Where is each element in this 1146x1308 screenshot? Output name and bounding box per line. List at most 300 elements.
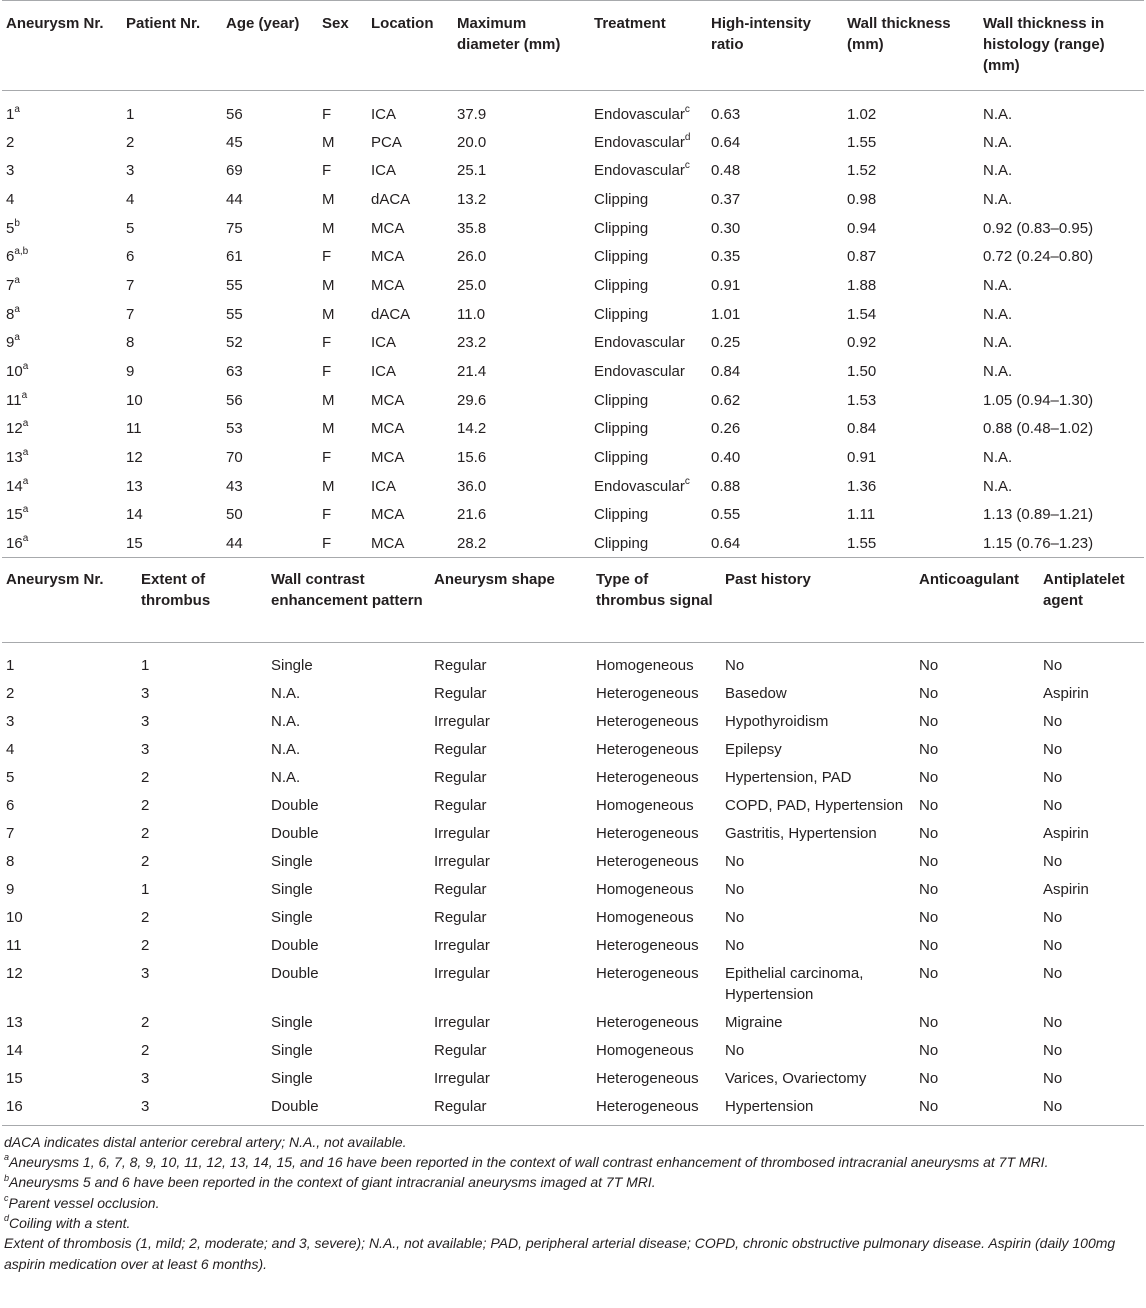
table-cell: Hypertension, PAD xyxy=(725,768,852,786)
table-cell: No xyxy=(725,852,745,870)
table-cell: Single xyxy=(271,880,313,898)
table-cell: No xyxy=(1043,852,1063,870)
sex-cell: M xyxy=(322,190,335,208)
table-cell: Regular xyxy=(434,1041,487,1059)
table-cell: 2 xyxy=(141,768,150,786)
patient-cell: 5 xyxy=(126,219,135,237)
table-cell: Homogeneous xyxy=(596,796,694,814)
treatment-cell xyxy=(590,270,707,299)
age-cell: 52 xyxy=(226,334,243,352)
table-cell: Regular xyxy=(434,1097,487,1115)
location-cell: dACA xyxy=(371,305,411,323)
table2-body xyxy=(2,642,1144,1125)
thickness-cell: 0.98 xyxy=(847,190,877,208)
table1-column-header: Maximum diameter (mm) xyxy=(457,15,561,53)
table-cell: 11 xyxy=(6,936,22,954)
thickness-cell: 0.94 xyxy=(847,219,877,237)
table-cell: Double xyxy=(271,824,319,842)
table-cell: Double xyxy=(271,936,319,954)
table-cell: Regular xyxy=(434,684,487,702)
footnote-text: Aneurysms 1, 6, 7, 8, 9, 10, 11, 12, 13, 14, 15, and 16 have been reported in the context of wall contrast enhancement of thrombosed intracranial aneurysms at 7T MRI. xyxy=(9,1154,1049,1171)
patient-cell: 2 xyxy=(126,133,135,151)
age-cell: 53 xyxy=(226,420,243,438)
diameter-cell: 29.6 xyxy=(457,391,487,409)
footnote-marker: c xyxy=(684,104,690,115)
treatment-value: Endovascular xyxy=(594,477,685,495)
ratio-cell: 0.62 xyxy=(711,391,741,409)
footnote xyxy=(4,1132,1142,1152)
treatment-value: Endovascular xyxy=(594,133,685,151)
thickness-cell: 0.92 xyxy=(847,334,877,352)
table2-column-header: Type of thrombus signal xyxy=(596,570,713,609)
sex-cell: M xyxy=(322,133,335,151)
histology-cell: N.A. xyxy=(983,477,1013,495)
aneurysm-number-cell xyxy=(2,471,122,500)
table1-body xyxy=(2,91,1144,557)
thickness-cell: 1.55 xyxy=(847,133,877,151)
table-row xyxy=(2,846,1144,874)
table-cell: No xyxy=(919,796,939,814)
diameter-cell: 20.0 xyxy=(457,133,487,151)
table-row xyxy=(2,874,1144,902)
table-cell: Single xyxy=(271,852,313,870)
table-row xyxy=(2,241,1144,270)
footnote-marker: a xyxy=(22,447,29,459)
sex-cell: M xyxy=(322,391,335,409)
histology-cell: N.A. xyxy=(983,363,1013,380)
sex-cell: F xyxy=(322,162,332,180)
table-cell: 1 xyxy=(141,880,150,898)
treatment-value: Clipping xyxy=(594,305,649,323)
treatment-cell xyxy=(590,91,707,127)
aneurysm-number: 4 xyxy=(6,190,15,208)
table-cell: Hypothyroidism xyxy=(725,712,829,730)
table-cell: Heterogeneous xyxy=(596,684,699,702)
patient-characteristics-table xyxy=(2,0,1144,557)
table-cell: Regular xyxy=(434,908,487,926)
table-row xyxy=(2,91,1144,127)
table-cell: Irregular xyxy=(434,936,490,954)
table-cell: No xyxy=(919,852,939,870)
table-row xyxy=(2,155,1144,184)
sex-cell: F xyxy=(322,334,332,352)
table-cell: Regular xyxy=(434,796,487,814)
table-cell: 16 xyxy=(6,1097,23,1115)
table2-column-header: Anticoagulant xyxy=(919,570,1019,588)
table-cell: No xyxy=(919,740,939,758)
thickness-cell: 1.55 xyxy=(847,535,877,553)
diameter-cell: 36.0 xyxy=(457,477,487,495)
table-cell: No xyxy=(725,880,745,898)
table-cell: 3 xyxy=(141,964,150,982)
sex-cell: F xyxy=(322,506,332,524)
ratio-cell: 0.37 xyxy=(711,190,741,208)
thickness-cell: 1.11 xyxy=(847,506,876,524)
table-cell: No xyxy=(919,908,939,926)
footnote-marker: a xyxy=(22,361,29,372)
sex-cell: F xyxy=(322,106,332,123)
location-cell: MCA xyxy=(371,420,405,438)
table-cell: No xyxy=(919,656,939,674)
footnote-marker: d xyxy=(684,131,691,143)
table-cell: 14 xyxy=(6,1041,23,1059)
table-cell: Single xyxy=(271,1013,313,1031)
table-cell: 12 xyxy=(6,964,23,982)
patient-cell: 7 xyxy=(126,276,135,294)
table-cell: No xyxy=(1043,1097,1063,1115)
ratio-cell: 0.26 xyxy=(711,420,741,438)
histology-cell: N.A. xyxy=(983,190,1013,208)
table-cell: No xyxy=(919,1013,939,1031)
thickness-cell: 1.88 xyxy=(847,276,877,294)
table2-column-header: Past history xyxy=(725,570,811,588)
ratio-cell: 1.01 xyxy=(711,305,741,323)
diameter-cell: 23.2 xyxy=(457,334,487,352)
aneurysm-number-cell xyxy=(2,91,122,127)
histology-cell: N.A. xyxy=(983,106,1013,123)
table-cell: COPD, PAD, Hypertension xyxy=(725,796,904,814)
histology-cell: N.A. xyxy=(983,133,1013,151)
histology-cell: N.A. xyxy=(983,162,1013,180)
thrombus-characteristics-table xyxy=(2,557,1144,1126)
location-cell: ICA xyxy=(371,477,397,495)
age-cell: 55 xyxy=(226,276,243,294)
patient-cell: 13 xyxy=(126,477,143,495)
aneurysm-number: 13 xyxy=(6,449,23,467)
age-cell: 56 xyxy=(226,391,243,409)
treatment-cell xyxy=(590,327,707,356)
sex-cell: M xyxy=(322,276,335,294)
footnote-text: Coiling with a stent. xyxy=(9,1215,131,1231)
ratio-cell: 0.63 xyxy=(711,106,741,123)
diameter-cell: 35.8 xyxy=(457,219,487,237)
patient-cell: 12 xyxy=(126,449,143,467)
table-cell: No xyxy=(1043,964,1063,982)
table-footnotes xyxy=(4,1132,1142,1274)
table-row xyxy=(2,706,1144,734)
table-cell: 13 xyxy=(6,1013,23,1031)
aneurysm-number-cell xyxy=(2,442,122,471)
table-cell: Irregular xyxy=(434,824,490,842)
footnote-marker: a,b xyxy=(14,246,29,258)
diameter-cell: 14.2 xyxy=(457,420,487,438)
patient-cell: 3 xyxy=(126,162,135,180)
footnote-marker: a xyxy=(22,533,29,545)
aneurysm-number-cell xyxy=(2,528,122,557)
aneurysm-number-cell xyxy=(2,241,122,270)
table-row xyxy=(2,1007,1144,1035)
aneurysm-number-cell xyxy=(2,356,122,385)
aneurysm-number: 8 xyxy=(6,305,15,323)
table2-header-row xyxy=(2,557,1144,642)
age-cell: 43 xyxy=(226,477,243,495)
footnote xyxy=(4,1193,1142,1213)
footnote-marker: a xyxy=(14,104,20,115)
table1-column-header: Sex xyxy=(322,15,349,32)
age-cell: 44 xyxy=(226,535,243,553)
location-cell: MCA xyxy=(371,276,405,294)
table-row xyxy=(2,1063,1144,1091)
sex-cell: M xyxy=(322,420,335,438)
table-cell: Double xyxy=(271,1097,319,1115)
footnote-marker: a xyxy=(14,303,20,315)
table-cell: Double xyxy=(271,796,319,814)
table-cell: Single xyxy=(271,1069,313,1087)
table-row xyxy=(2,127,1144,156)
table-cell: Heterogeneous xyxy=(596,1013,699,1031)
table-cell: No xyxy=(919,768,939,786)
footnote-marker: d xyxy=(4,1213,10,1224)
aneurysm-number: 15 xyxy=(6,506,23,524)
footnote-marker: b xyxy=(4,1172,10,1183)
footnote-marker: a xyxy=(22,418,29,430)
table-cell: Irregular xyxy=(434,964,490,982)
ratio-cell: 0.25 xyxy=(711,334,741,352)
table-cell: No xyxy=(725,908,745,926)
table-cell: 3 xyxy=(141,1097,150,1115)
location-cell: ICA xyxy=(371,162,397,180)
table-row xyxy=(2,734,1144,762)
footnote-marker: b xyxy=(14,217,20,229)
table-cell: Hypertension xyxy=(725,1097,814,1115)
sex-cell: F xyxy=(322,535,332,553)
thickness-cell: 1.50 xyxy=(847,363,877,380)
table1-column-header: Age (year) xyxy=(226,15,300,32)
table-cell: 2 xyxy=(141,936,150,954)
table-cell: No xyxy=(725,1041,745,1059)
table-row xyxy=(2,442,1144,471)
patient-cell: 9 xyxy=(126,363,135,380)
age-cell: 61 xyxy=(226,248,243,266)
footnote-marker: c xyxy=(684,475,690,487)
table-cell: No xyxy=(725,936,745,954)
table-cell: No xyxy=(919,712,939,730)
sex-cell: M xyxy=(322,219,335,237)
table-row xyxy=(2,818,1144,846)
table-row xyxy=(2,678,1144,706)
table-cell: Basedow xyxy=(725,684,787,702)
ratio-cell: 0.84 xyxy=(711,363,741,380)
table-cell: No xyxy=(1043,1069,1063,1087)
histology-cell: 0.88 (0.48–1.02) xyxy=(983,420,1094,438)
histology-cell: N.A. xyxy=(983,305,1013,323)
footnote-text: dACA indicates distal anterior cerebral artery; N.A., not available. xyxy=(4,1133,407,1150)
age-cell: 69 xyxy=(226,162,243,180)
ratio-cell: 0.35 xyxy=(711,248,741,266)
sex-cell: F xyxy=(322,449,332,467)
aneurysm-number-cell xyxy=(2,127,122,156)
table-row xyxy=(2,356,1144,385)
ratio-cell: 0.55 xyxy=(711,506,741,524)
table-cell: 2 xyxy=(141,824,150,842)
ratio-cell: 0.64 xyxy=(711,133,741,151)
table-cell: Single xyxy=(271,908,313,926)
table-cell: Aspirin xyxy=(1043,880,1089,898)
treatment-value: Clipping xyxy=(594,449,649,467)
aneurysm-number: 1 xyxy=(6,106,15,123)
table-cell: 3 xyxy=(141,1069,150,1087)
aneurysm-number: 7 xyxy=(6,276,15,294)
table1-header-row xyxy=(2,1,1144,91)
table-cell: Regular xyxy=(434,880,487,898)
age-cell: 50 xyxy=(226,506,243,524)
footnote-marker: a xyxy=(22,504,29,516)
table-cell: Homogeneous xyxy=(596,1041,694,1059)
footnote-marker: a xyxy=(14,332,20,344)
table-cell: No xyxy=(725,656,745,674)
thickness-cell: 1.53 xyxy=(847,391,877,409)
aneurysm-number: 10 xyxy=(6,363,23,380)
table-cell: 2 xyxy=(141,908,150,926)
ratio-cell: 0.48 xyxy=(711,162,741,180)
age-cell: 56 xyxy=(226,106,243,123)
diameter-cell: 15.6 xyxy=(457,449,487,467)
treatment-value: Clipping xyxy=(594,391,649,409)
location-cell: MCA xyxy=(371,449,405,467)
table-cell: Regular xyxy=(434,740,487,758)
thickness-cell: 0.87 xyxy=(847,248,877,266)
location-cell: ICA xyxy=(371,334,397,352)
footnote-text: Extent of thrombosis (1, mild; 2, moderate; and 3, severe); N.A., not available; PAD, peripheral arterial disease; COPD, chronic obstructive pulmonary disease. Aspirin (daily 100mg aspirin medication over at least 6 months). xyxy=(4,1235,1116,1272)
table-row xyxy=(2,299,1144,328)
age-cell: 55 xyxy=(226,305,243,323)
aneurysm-number-cell xyxy=(2,327,122,356)
table2-column-header: Extent of thrombus xyxy=(141,570,211,609)
table-row xyxy=(2,1035,1144,1063)
table-cell: Gastritis, Hypertension xyxy=(725,824,877,842)
sex-cell: M xyxy=(322,477,335,495)
patient-cell: 14 xyxy=(126,506,143,524)
table-row xyxy=(2,930,1144,958)
table-cell: N.A. xyxy=(271,768,301,786)
table-cell: 2 xyxy=(141,796,150,814)
table-cell: Heterogeneous xyxy=(596,852,699,870)
table-row xyxy=(2,471,1144,500)
table-cell: Heterogeneous xyxy=(596,964,699,982)
treatment-value: Clipping xyxy=(594,276,649,294)
ratio-cell: 0.40 xyxy=(711,449,741,467)
thickness-cell: 0.84 xyxy=(847,420,877,438)
footnote xyxy=(4,1172,1142,1192)
table-row xyxy=(2,385,1144,414)
treatment-value: Clipping xyxy=(594,535,649,553)
patient-cell: 8 xyxy=(126,334,135,352)
histology-cell: N.A. xyxy=(983,449,1013,467)
location-cell: ICA xyxy=(371,106,397,123)
table-cell: Heterogeneous xyxy=(596,1097,699,1115)
footnote-text: Parent vessel occlusion. xyxy=(8,1194,160,1211)
table-cell: No xyxy=(919,936,939,954)
table-cell: Heterogeneous xyxy=(596,740,699,758)
age-cell: 75 xyxy=(226,219,243,237)
aneurysm-number-cell xyxy=(2,213,122,242)
table-cell: 2 xyxy=(141,1041,150,1059)
diameter-cell: 25.0 xyxy=(457,276,487,294)
histology-cell: N.A. xyxy=(983,334,1013,352)
table1-column-header: Wall thickness (mm) xyxy=(847,15,951,53)
aneurysm-number: 12 xyxy=(6,420,23,438)
table-cell: Homogeneous xyxy=(596,880,694,898)
diameter-cell: 21.6 xyxy=(457,506,487,524)
treatment-cell xyxy=(590,299,707,328)
treatment-cell xyxy=(590,413,707,442)
table-cell: Regular xyxy=(434,656,487,674)
age-cell: 70 xyxy=(226,449,243,467)
table-cell: Irregular xyxy=(434,1013,490,1031)
treatment-value: Endovascular xyxy=(594,106,685,123)
table2-column-header: Antiplatelet agent xyxy=(1043,570,1125,609)
table-cell: 10 xyxy=(6,908,23,926)
sex-cell: F xyxy=(322,248,332,266)
treatment-cell xyxy=(590,471,707,500)
footnote-marker: a xyxy=(4,1152,10,1163)
footnote-marker: a xyxy=(14,274,20,286)
table-cell: Heterogeneous xyxy=(596,824,699,842)
table1-column-header: Location xyxy=(371,15,434,32)
histology-cell: 1.15 (0.76–1.23) xyxy=(983,535,1094,553)
patient-cell: 10 xyxy=(126,391,143,409)
aneurysm-number: 11 xyxy=(6,391,22,409)
aneurysm-number-cell xyxy=(2,499,122,528)
table-cell: Aspirin xyxy=(1043,684,1089,702)
patient-cell: 7 xyxy=(126,305,135,323)
table-cell: No xyxy=(1043,768,1063,786)
treatment-cell xyxy=(590,241,707,270)
table-cell: Single xyxy=(271,656,313,674)
footnote xyxy=(4,1152,1142,1172)
table-cell: Epilepsy xyxy=(725,740,782,758)
table-row xyxy=(2,958,1144,1007)
aneurysm-number: 6 xyxy=(6,248,15,266)
table-cell: Irregular xyxy=(434,1069,490,1087)
treatment-value: Clipping xyxy=(594,506,649,524)
aneurysm-number: 16 xyxy=(6,535,23,553)
patient-cell: 11 xyxy=(126,420,142,438)
treatment-cell xyxy=(590,213,707,242)
location-cell: MCA xyxy=(371,535,405,553)
ratio-cell: 0.91 xyxy=(711,276,741,294)
table-cell: Epithelial carcinoma, Hypertension xyxy=(725,964,864,1003)
aneurysm-number: 2 xyxy=(6,133,15,151)
sex-cell: M xyxy=(322,305,335,323)
location-cell: MCA xyxy=(371,506,405,524)
table-cell: 2 xyxy=(141,1013,150,1031)
table-cell: Migraine xyxy=(725,1013,783,1031)
table-cell: Homogeneous xyxy=(596,656,694,674)
table-cell: 6 xyxy=(6,796,15,814)
table-row xyxy=(2,528,1144,557)
aneurysm-number-cell xyxy=(2,413,122,442)
table-cell: No xyxy=(1043,740,1063,758)
table2-column-header: Wall contrast enhancement pattern xyxy=(271,570,423,609)
ratio-cell: 0.30 xyxy=(711,219,741,237)
table-row xyxy=(2,213,1144,242)
location-cell: PCA xyxy=(371,133,402,151)
table-cell: Varices, Ovariectomy xyxy=(725,1069,867,1087)
aneurysm-number-cell xyxy=(2,270,122,299)
table-cell: No xyxy=(1043,908,1063,926)
table-row xyxy=(2,270,1144,299)
table-cell: 3 xyxy=(141,740,150,758)
table-cell: 3 xyxy=(6,712,15,730)
treatment-value: Endovascular xyxy=(594,162,685,180)
diameter-cell: 28.2 xyxy=(457,535,487,553)
table-cell: Heterogeneous xyxy=(596,712,699,730)
histology-cell: N.A. xyxy=(983,276,1013,294)
treatment-value: Clipping xyxy=(594,248,649,266)
treatment-cell xyxy=(590,385,707,414)
age-cell: 44 xyxy=(226,190,243,208)
